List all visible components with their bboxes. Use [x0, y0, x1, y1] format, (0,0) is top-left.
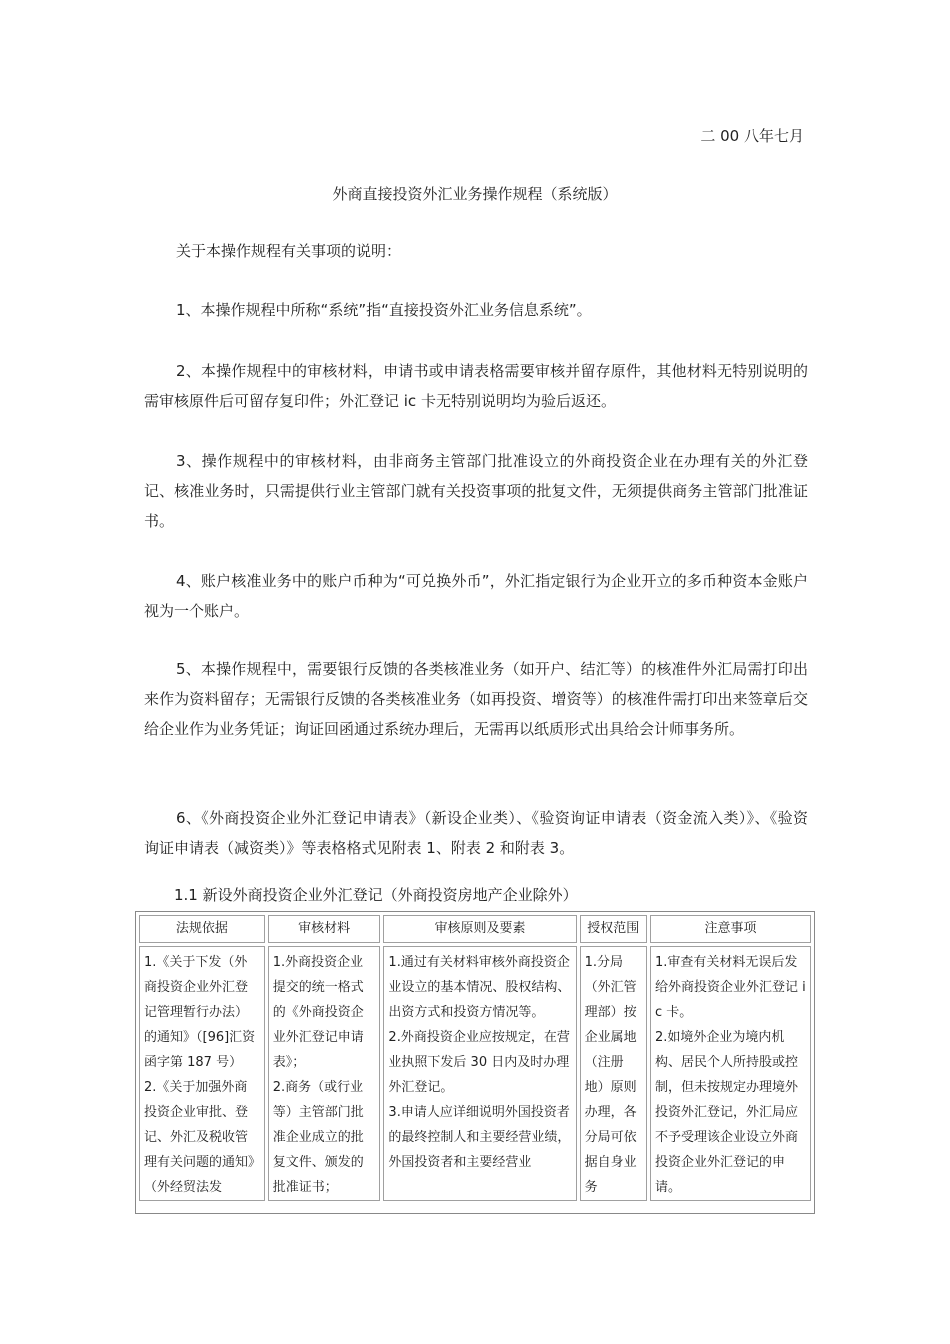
table-header-cell: 审核原则及要素	[383, 915, 576, 943]
table-header-cell: 审核材料	[268, 915, 381, 943]
intro-paragraph: 关于本操作规程有关事项的说明：	[176, 242, 402, 260]
table-header-row	[139, 915, 811, 943]
table-cell-authorization-scope	[580, 946, 647, 1201]
table-row	[139, 946, 811, 1201]
table-header-cell: 法规依据	[139, 915, 265, 943]
note-paragraph-2: 2、本操作规程中的审核材料，申请书或申请表格需要审核并留存原件，其他材料无特别说明的需审核原件后可留存复印件；外汇登记 ic 卡无特别说明均为验后返还。	[144, 362, 808, 410]
table-cell-review-principles	[383, 946, 576, 1201]
table-cell-line: 3.申请人应详细说明外国投资者的最终控制人和主要经营业绩，外国投资者和主要经营业	[388, 1105, 571, 1170]
table-cell-line: 2.如境外企业为境内机构、居民个人所持股或控制，但未按规定办理境外投资外汇登记，外汇局应不予受理该企业设立外商投资企业外汇登记的申请。	[654, 1030, 798, 1195]
table-cell-review-materials	[268, 946, 381, 1201]
document-date: 二 00 八年七月	[700, 127, 804, 145]
table-cell-line: 1.《关于下发（外商投资企业外汇登记管理暂行办法）的通知》（[96]汇资函字第 187 号）	[144, 955, 256, 1070]
table-header-cell: 授权范围	[580, 915, 647, 943]
note-paragraph-3: 3、操作规程中的审核材料，由非商务主管部门批准设立的外商投资企业在办理有关的外汇登记、核准业务时，只需提供行业主管部门就有关投资事项的批复文件，无须提供商务主管部门批准证书。	[144, 452, 808, 530]
registration-table	[136, 912, 814, 1204]
table-cell-notes	[650, 946, 811, 1201]
table-cell-line: 1.外商投资企业提交的统一格式的《外商投资企业外汇登记申请表》；	[272, 955, 364, 1070]
table-cell-legal-basis	[139, 946, 265, 1201]
table-cell-line: 1.分局（外汇管理部）按企业属地（注册地）原则办理，各分局可依据自身业务	[584, 955, 637, 1195]
note-paragraph-5: 5、本操作规程中，需要银行反馈的各类核准业务（如开户、结汇等）的核准件外汇局需打印出来作为资料留存；无需银行反馈的各类核准业务（如再投资、增资等）的核准件需打印出来签章后交给企业作为业务凭证；询证回函通过系统办理后，无需再以纸质形式出具给会计师事务所。	[144, 660, 808, 738]
note-paragraph-4: 4、账户核准业务中的账户币种为“可兑换外币”，外汇指定银行为企业开立的多币种资本金账户视为一个账户。	[144, 572, 808, 620]
note-paragraph-6: 6、《外商投资企业外汇登记申请表》（新设企业类）、《验资询证申请表（资金流入类）》、《验资询证申请表（减资类）》等表格格式见附表 1、附表 2 和附表 3。	[144, 809, 808, 857]
document-title: 外商直接投资外汇业务操作规程（系统版）	[332, 185, 618, 203]
table-header-cell: 注意事项	[650, 915, 811, 943]
table-cell-line: 2.外商投资企业应按规定，在营业执照下发后 30 日内及时办理外汇登记。	[388, 1030, 570, 1095]
table-cell-line: 1.通过有关材料审核外商投资企业设立的基本情况、股权结构、出资方式和投资方情况等。	[388, 955, 571, 1020]
table-cell-line: 2.《关于加强外商投资企业审批、登记、外汇及税收管理有关问题的通知》（外经贸法发	[144, 1080, 255, 1195]
section-heading: 1.1 新设外商投资企业外汇登记（外商投资房地产企业除外）	[174, 886, 578, 904]
table-cell-line: 1.审查有关材料无误后发给外商投资企业外汇登记 ic 卡。	[654, 955, 806, 1020]
registration-table-frame	[135, 911, 815, 1214]
note-paragraph-1: 1、本操作规程中所称“系统”指“直接投资外汇业务信息系统”。	[176, 301, 592, 319]
table-cell-line: 2.商务（或行业等）主管部门批准企业成立的批复文件、颁发的批准证书；	[272, 1080, 364, 1195]
